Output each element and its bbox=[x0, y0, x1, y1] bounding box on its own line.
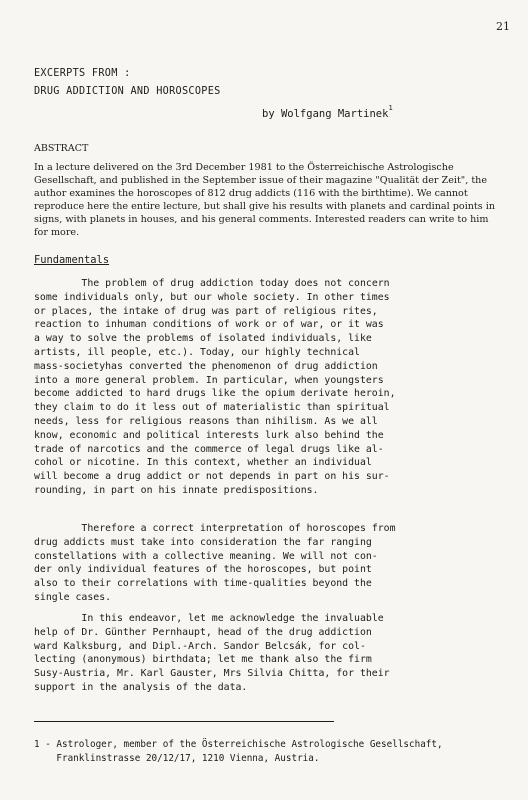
abstract-text: In a lecture delivered on the 3rd December 1981 to the Österreichische Astrologische Gesellschaft, and published in the September issue of their magazine "Qualität der Zeit", the author examines the horoscopes of 812 drug addicts (116 with the birthtime). We cannot reproduce here the entire lecture, but shall give his results with planets and cardinal points in signs, with planets in houses, and his general comments. Interested readers can write to him for more. bbox=[34, 162, 496, 238]
page-number: 21 bbox=[496, 20, 510, 33]
body-paragraph-2: Therefore a correct interpretation of horoscopes from drug addicts must take into consideration the far ranging constellations with a collective meaning. We will not con- der only individual features of the horoscopes, but point also to their correlations with time-qualities beyond the single cases. bbox=[34, 523, 396, 603]
footnote-divider bbox=[34, 721, 334, 722]
title-line-1: EXCERPTS FROM : bbox=[34, 68, 131, 79]
author-name: by Wolfgang Martinek bbox=[262, 108, 389, 120]
title-line-2: DRUG ADDICTION AND HOROSCOPES bbox=[34, 86, 221, 97]
body-paragraph-1: The problem of drug addiction today does not concern some individuals only, but our whole society. In other times or places, the intake of drug was part of religious rites, reaction to inhuman conditions of work or of war, or it was a way to solve the problems of isolated individuals, like artists, ill people, etc.). Today, our highly technical mass-societyhas converted the phenomenon of drug addiction into a more general problem. In particular, when youngsters become addicted to hard drugs like the opium derivate heroin, they claim to do it less out of materialistic than spiritual needs, less for religious reasons than nihilism. As we all know, economic and political interests lurk also behind the trade of narcotics and the commerce of legal drugs like al- cohol or nicotine. In this context, whether an individual will become a drug addict or not depends in part on his sur- rounding, in part on his innate predispositions. bbox=[34, 278, 396, 496]
author-footnote-mark: 1 bbox=[388, 104, 393, 112]
author-byline bbox=[262, 104, 393, 120]
abstract-heading: ABSTRACT bbox=[34, 143, 89, 154]
footnote: 1 - Astrologer, member of the Österreichische Astrologische Gesellschaft, Franklinstrasse 20/12/17, 1210 Vienna, Austria. bbox=[34, 739, 443, 764]
body-paragraph-3: In this endeavor, let me acknowledge the invaluable help of Dr. Günther Pernhaupt, head of the drug addiction ward Kalksburg, and Dipl.-Arch. Sandor Belcsák, for col- lecting (anonymous) birthdata; let me thank also the firm Susy-Austria, Mr. Karl Gauster, Mrs Silvia Chitta, for their support in the analysis of the data. bbox=[34, 613, 390, 693]
section-heading-fundamentals: Fundamentals bbox=[34, 254, 110, 266]
